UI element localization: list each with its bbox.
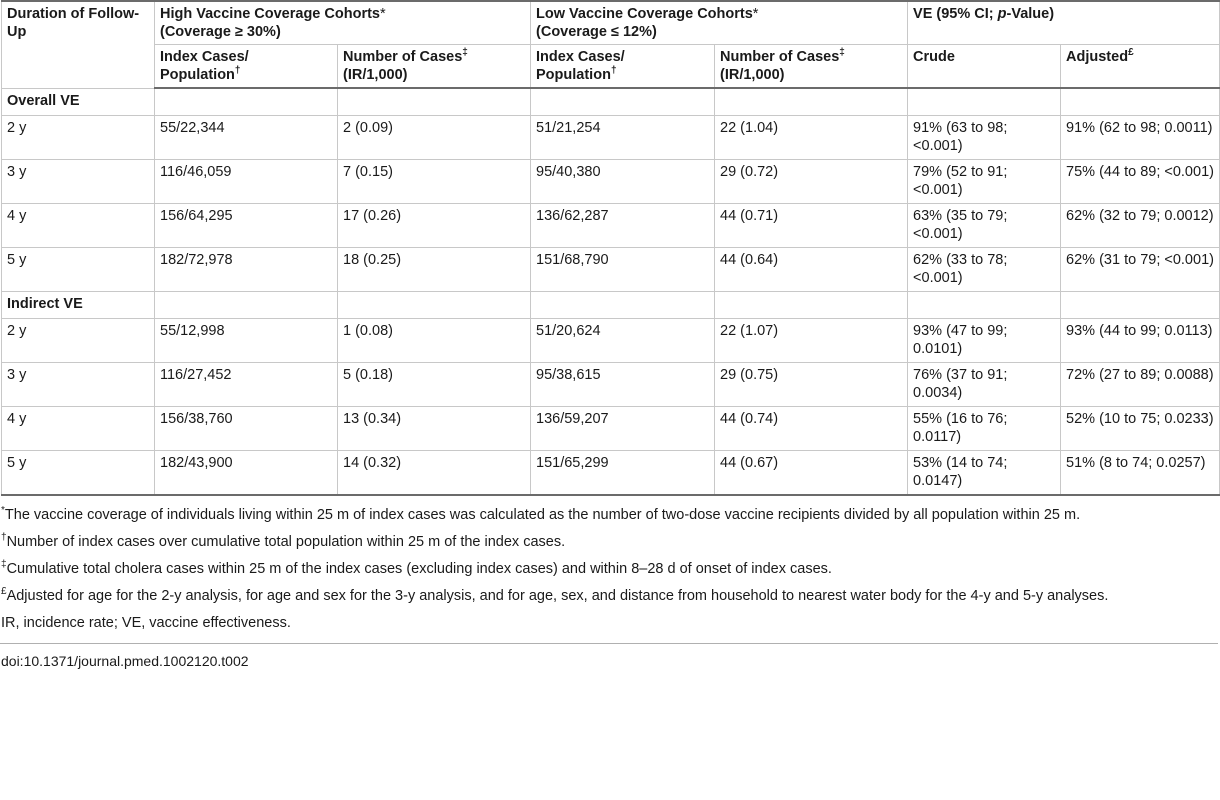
table-cell: 95/40,380 [531,160,715,204]
footnote-mark: £ [1,586,7,598]
table-cell: 55/22,344 [155,116,338,160]
table-cell: 29 (0.72) [715,160,908,204]
table-cell: 22 (1.07) [715,319,908,363]
footnotes [0,504,1217,634]
table-body [2,88,1220,495]
table-cell: 2 y [2,319,155,363]
table-cell: 62% (33 to 78; <0.001) [908,248,1061,292]
footnote [1,558,1217,580]
table-cell: 55/12,998 [155,319,338,363]
table-cell: 44 (0.64) [715,248,908,292]
empty-cell [531,88,715,116]
header-row-1 [2,1,1220,45]
table-cell: 76% (37 to 91; 0.0034) [908,363,1061,407]
footnote-text: Number of index cases over cumulative total population within 25 m of the index cases. [6,534,566,550]
table-cell: 156/38,760 [155,407,338,451]
subheader-low-index: Index Cases/ Population† [531,45,715,89]
table-cell: 182/72,978 [155,248,338,292]
footnote [1,504,1217,526]
table-cell: 17 (0.26) [338,204,531,248]
table-row [2,451,1220,496]
table-cell: 156/64,295 [155,204,338,248]
footnote [1,612,1217,634]
footnote-mark: † [1,532,7,544]
table-row [2,116,1220,160]
footnote-text: Adjusted for age for the 2-y analysis, for age and sex for the 3-y analysis, and for age, sex, and distance from household to nearest water body for the 4-y and 5-y analyses. [6,588,1109,604]
table-row [2,407,1220,451]
empty-cell [155,88,338,116]
table-cell: 44 (0.74) [715,407,908,451]
subheader-high-cases: Number of Cases‡ (IR/1,000) [338,45,531,89]
table-cell: 14 (0.32) [338,451,531,496]
header-row-2 [2,45,1220,89]
table-cell: 13 (0.34) [338,407,531,451]
table-cell: 136/59,207 [531,407,715,451]
table-cell: 18 (0.25) [338,248,531,292]
table-cell: 182/43,900 [155,451,338,496]
table-cell: 44 (0.67) [715,451,908,496]
footnote-text: Cumulative total cholera cases within 25 m of the index cases (excluding index cases) and within 8–28 d of onset of index cases. [6,561,832,577]
section-title: Overall VE [2,88,155,116]
table-cell: 3 y [2,363,155,407]
table-cell: 1 (0.08) [338,319,531,363]
divider [0,643,1218,644]
table-cell: 29 (0.75) [715,363,908,407]
table-cell: 51/20,624 [531,319,715,363]
table-cell: 4 y [2,407,155,451]
table-cell: 52% (10 to 75; 0.0233) [1061,407,1220,451]
table-row [2,319,1220,363]
table-row [2,204,1220,248]
header-ve: VE (95% CI; p-Value) [908,1,1220,45]
table-cell: 51% (8 to 74; 0.0257) [1061,451,1220,496]
subheader-adjusted: Adjusted£ [1061,45,1220,89]
empty-cell [715,88,908,116]
empty-cell [338,292,531,319]
empty-cell [1061,88,1220,116]
table-cell: 151/65,299 [531,451,715,496]
section-row [2,292,1220,319]
doi-text: doi:10.1371/journal.pmed.1002120.t002 [1,653,249,669]
empty-cell [715,292,908,319]
footnote-text: The vaccine coverage of individuals living within 25 m of index cases was calculated as the number of two-dose vaccine recipients divided by all population within 25 m. [4,507,1081,523]
table-row [2,363,1220,407]
table-cell: 5 (0.18) [338,363,531,407]
footnote [1,531,1217,553]
table-cell: 62% (32 to 79; 0.0012) [1061,204,1220,248]
subheader-low-cases: Number of Cases‡ (IR/1,000) [715,45,908,89]
table-cell: 79% (52 to 91; <0.001) [908,160,1061,204]
footnote-mark: * [1,505,5,517]
footnote-mark: ‡ [1,559,7,571]
vaccine-effectiveness-table [1,0,1220,496]
table-cell: 51/21,254 [531,116,715,160]
empty-cell [155,292,338,319]
table-cell: 53% (14 to 74; 0.0147) [908,451,1061,496]
table-row [2,248,1220,292]
subheader-crude: Crude [908,45,1061,89]
footnote [1,585,1217,607]
table-cell: 116/46,059 [155,160,338,204]
table-cell: 72% (27 to 89; 0.0088) [1061,363,1220,407]
table-cell: 75% (44 to 89; <0.001) [1061,160,1220,204]
header-low-coverage: Low Vaccine Coverage Cohorts* (Coverage ≤ 12%) [531,1,908,45]
table-cell: 116/27,452 [155,363,338,407]
section-title: Indirect VE [2,292,155,319]
table-cell: 5 y [2,451,155,496]
table-cell: 44 (0.71) [715,204,908,248]
header-duration: Duration of Follow-Up [2,1,155,88]
table-cell: 93% (47 to 99; 0.0101) [908,319,1061,363]
empty-cell [531,292,715,319]
table-cell: 3 y [2,160,155,204]
table-cell: 5 y [2,248,155,292]
table-cell: 62% (31 to 79; <0.001) [1061,248,1220,292]
empty-cell [908,292,1061,319]
header-high-coverage: High Vaccine Coverage Cohorts* (Coverage ≥ 30%) [155,1,531,45]
table-cell: 91% (63 to 98; <0.001) [908,116,1061,160]
table-row [2,160,1220,204]
table-cell: 63% (35 to 79; <0.001) [908,204,1061,248]
table-cell: 151/68,790 [531,248,715,292]
empty-cell [338,88,531,116]
table-cell: 2 (0.09) [338,116,531,160]
subheader-high-index: Index Cases/ Population† [155,45,338,89]
section-row [2,88,1220,116]
empty-cell [1061,292,1220,319]
table-cell: 4 y [2,204,155,248]
table-cell: 93% (44 to 99; 0.0113) [1061,319,1220,363]
table-cell: 91% (62 to 98; 0.0011) [1061,116,1220,160]
empty-cell [908,88,1061,116]
footnote-text: IR, incidence rate; VE, vaccine effectiveness. [1,615,291,631]
table-cell: 7 (0.15) [338,160,531,204]
table-cell: 22 (1.04) [715,116,908,160]
table-cell: 55% (16 to 76; 0.0117) [908,407,1061,451]
table-cell: 136/62,287 [531,204,715,248]
table-cell: 95/38,615 [531,363,715,407]
table-cell: 2 y [2,116,155,160]
